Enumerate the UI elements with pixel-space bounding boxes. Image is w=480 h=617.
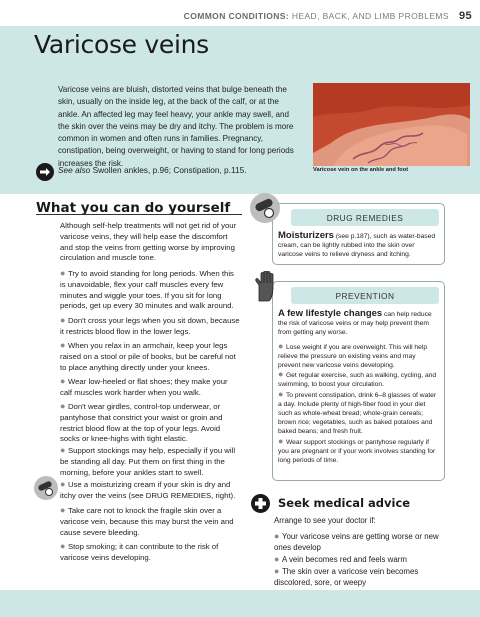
- list-item: ● Your varicose veins are getting worse or new ones develop: [274, 531, 439, 552]
- tip-item: ● Don't cross your legs when you sit down, because it restricts blood flow in the lower legs.: [60, 315, 240, 336]
- seek-medical-advice-title: Seek medical advice: [278, 496, 411, 510]
- prevention-tip: ● Get regular exercise, such as walking, cycling, and swimming, to boost your circulation.: [278, 369, 437, 389]
- pills-icon: [250, 193, 280, 223]
- tip-item: ● Use a moisturizing cream if your skin is dry and itchy over the veins (see DRUG REMEDIES, right).: [60, 479, 236, 500]
- pills-icon: [34, 476, 58, 500]
- bullet-icon: ●: [278, 435, 286, 446]
- bullet-icon: ●: [60, 479, 68, 489]
- bullet-icon: ●: [274, 565, 282, 576]
- tip-item: ● Support stockings may help, especially if you will be standing all day. Put them on first thing in the morning, before your ankles start to swell.: [60, 445, 236, 477]
- bullet-icon: ●: [60, 445, 68, 455]
- prevention-box: [272, 281, 445, 481]
- what-you-can-do-intro: Although self-help treatments will not get rid of your varicose veins, they will help ease the discomfort and stop the veins from getting worse by improving circulation and muscle tone.: [60, 221, 237, 263]
- page-number: 95: [458, 10, 472, 22]
- tip-item: ● Wear low-heeled or flat shoes; they make your calf muscles work harder when you walk.: [60, 376, 228, 397]
- bullet-icon: ●: [60, 376, 68, 386]
- footer-band: [0, 590, 480, 617]
- bullet-icon: ●: [60, 340, 68, 350]
- drug-remedies-box: [272, 203, 445, 265]
- bullet-icon: ●: [278, 388, 286, 399]
- seek-medical-advice-list: [274, 531, 454, 589]
- prevention-tip: ● Lose weight if you are overweight. This will help relieve the pressure on existing veins and may prevent new varicose veins developing.: [278, 340, 428, 370]
- bullet-icon: ●: [274, 531, 282, 541]
- tip-item: ● When you relax in an armchair, keep your legs raised on a stool or pile of books, but be careful not to place anything directly under your knees.: [60, 340, 236, 372]
- intro-paragraph: Varicose veins are bluish, distorted veins that bulge beneath the skin, usually on the inside leg, at the back of the calf, or at the ankle. An affected leg may feel heavy, your ankle may swell, and the skin over the veins may be dry and itchy. The problem is more common in women and often runs in families. Pregnancy, constipation, being overweight, or having to stand for long periods increases the risk.: [58, 85, 294, 168]
- drug-remedies-heading: DRUG REMEDIES: [291, 209, 439, 226]
- section-divider: [36, 214, 242, 215]
- prevention-tip: ● To prevent constipation, drink 6–8 glasses of water a day. Include plenty of high-fiber food in your diet such as whole-wheat bread; whole-grain cereals; brown rice; vegetables, such as baked potatoes and baked beans; and fresh fruit.: [278, 388, 437, 436]
- see-also-label: See also: [58, 165, 91, 175]
- tip-item: ● Take care not to knock the fragile skin over a varicose vein, because this may burst the vein and cause severe bleeding.: [60, 505, 234, 537]
- bullet-icon: ●: [60, 268, 68, 278]
- running-head-prefix: COMMON CONDITIONS:: [183, 11, 290, 21]
- see-also: [58, 165, 247, 175]
- tip-item: ● Try to avoid standing for long periods. When this is unavoidable, flex your calf muscles every few minutes and wiggle your toes. If you sit for long periods, get up every 30 minutes and walk around.: [60, 268, 234, 311]
- photo-varicose-foot: [313, 83, 470, 166]
- bullet-icon: ●: [274, 553, 282, 564]
- drug-remedies-text: (see p.187), such as water-based cream, can be lightly rubbed into the skin over varicose veins to relieve dryness and itching.: [278, 233, 436, 259]
- arrow-right-icon: [36, 163, 54, 181]
- bullet-icon: ●: [60, 505, 68, 515]
- tip-item: ● Stop smoking; it can contribute to the risk of varicose veins developing.: [60, 541, 219, 562]
- what-you-can-do-title: What you can do yourself: [36, 200, 231, 216]
- tip-item: ● Don't wear girdles, control-top underwear, or pantyhose that constrict your waist or groin and restrict blood flow at the top of your legs. Avoid socks or knee-highs with tight elastic.: [60, 401, 223, 444]
- prevention-tip: ● Wear support stockings or pantyhose regularly if you are pregnant or if your work involves standing for long periods of time.: [278, 435, 436, 465]
- page-title: Varicose veins: [34, 30, 209, 59]
- hand-icon: [252, 271, 280, 303]
- list-item: ● A vein becomes red and feels warm: [274, 553, 407, 564]
- bullet-icon: ●: [278, 369, 286, 380]
- bullet-icon: ●: [60, 541, 68, 551]
- list-item: ● The skin over a varicose vein becomes discolored, sore, or weepy: [274, 565, 419, 587]
- running-head-topic: HEAD, BACK, AND LIMB PROBLEMS: [291, 11, 449, 21]
- bullet-icon: ●: [278, 340, 286, 351]
- drug-remedies-lead: Moisturizers: [278, 230, 334, 241]
- prevention-intro: A few lifestyle changes can help reduce the risk of varicose veins or may help prevent them from getting any worse.: [278, 308, 432, 337]
- seek-medical-advice-subtitle: Arrange to see your doctor if:: [274, 516, 376, 525]
- photo-caption: Varicose vein on the ankle and foot: [313, 167, 409, 173]
- bullet-icon: ●: [60, 315, 68, 325]
- see-also-links[interactable]: Swollen ankles, p.96; Constipation, p.115.: [92, 165, 247, 175]
- medical-cross-icon: [251, 494, 270, 513]
- bullet-icon: ●: [60, 401, 68, 411]
- running-head: [184, 9, 472, 23]
- prevention-heading: PREVENTION: [291, 287, 439, 304]
